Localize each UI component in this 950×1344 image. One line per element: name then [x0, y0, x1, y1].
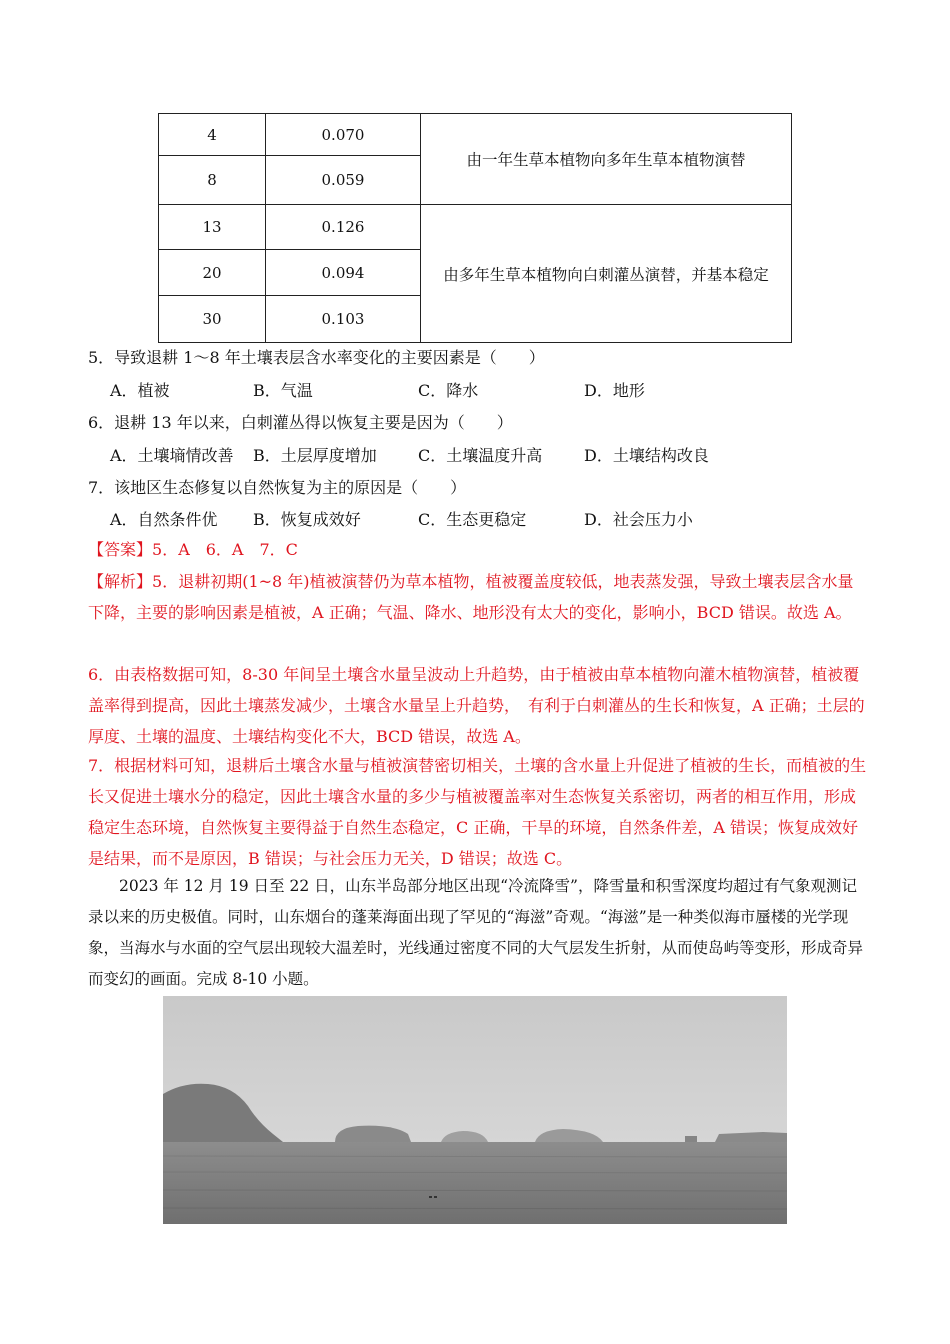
passage-text: 2023 年 12 月 19 日至 22 日，山东半岛部分地区出现“冷流降雪”，降雪量和积雪深度均超过有气象观测记录以来的历史极值。同时，山东烟台的蓬莱海面出现了罕见的“海滋”奇观。“海滋”是一种类似海市蜃楼的光学现象，当海水与水面的空气层出现较大温差时，光线通过密度不同的大气层发生折射，从而使岛屿等变形，形成奇异而变幻的画面。完成 8-10 小题。	[88, 877, 864, 988]
analysis-6: 6．由表格数据可知，8-30 年间呈土壤含水量呈波动上升趋势，由于植被由草本植物向灌木植物演替，植被覆盖率得到提高，因此土壤蒸发减少，土壤含水量呈上升趋势， 有利于白刺灌丛的生长和恢复，A 正确；土层的厚度、土壤的温度、土壤结构变化不大，BCD 错误，故选 A。	[88, 665, 865, 746]
option-b: B．土层厚度增加	[253, 446, 377, 465]
option-a: A．自然条件优	[110, 510, 218, 529]
table-row	[159, 205, 792, 250]
answer-text: 5．A 6．A 7．C	[152, 540, 298, 559]
value-cell: 0.126	[266, 205, 421, 250]
question-5-stem: 5．导致退耕 1～8 年土壤表层含水率变化的主要因素是（ ）	[88, 348, 545, 367]
question-6-stem: 6．退耕 13 年以来，白刺灌丛得以恢复主要是因为（ ）	[88, 413, 513, 432]
year-cell: 30	[159, 296, 266, 343]
value-cell: 0.070	[266, 114, 421, 156]
question-7-options	[110, 510, 810, 530]
analysis-5-text: 5．退耕初期(1~8 年)植被演替仍为草本植物，植被覆盖度较低，地表蒸发强，导致土壤表层含水量下降，主要的影响因素是植被，A 正确；气温、降水、地形没有太大的变化，影响小，BCD 错误。故选 A。	[88, 572, 854, 622]
option-b: B．气温	[253, 381, 313, 400]
sea-mirage-image	[163, 996, 787, 1224]
option-d: D．社会压力小	[584, 510, 693, 529]
answer-line	[88, 540, 298, 560]
year-cell: 4	[159, 114, 266, 156]
option-a: A．植被	[110, 381, 170, 400]
option-d: D．地形	[584, 381, 645, 400]
data-table	[158, 113, 792, 343]
value-cell: 0.059	[266, 156, 421, 205]
option-c: C．土壤温度升高	[418, 446, 543, 465]
option-b: B．恢复成效好	[253, 510, 361, 529]
value-cell: 0.094	[266, 250, 421, 296]
table-row	[159, 114, 792, 156]
sea-mirage-photo	[163, 996, 787, 1224]
year-cell: 20	[159, 250, 266, 296]
stage-cell: 由一年生草本植物向多年生草本植物演替	[421, 114, 792, 205]
option-a: A．土壤墒情改善	[110, 446, 234, 465]
year-cell: 8	[159, 156, 266, 205]
answer-label: 【答案】	[88, 540, 153, 559]
question-5-options	[110, 381, 810, 401]
year-cell: 13	[159, 205, 266, 250]
question-7-stem: 7．该地区生态修复以自然恢复为主的原因是（ ）	[88, 478, 467, 497]
analysis-5	[88, 566, 868, 628]
value-cell: 0.103	[266, 296, 421, 343]
analysis-7: 7．根据材料可知，退耕后土壤含水量与植被演替密切相关，土壤的含水量上升促进了植被的生长，而植被的生长又促进土壤水分的稳定，因此土壤含水量的多少与植被覆盖率对生态恢复关系密切，两者的相互作用，形成稳定生态环境，自然恢复主要得益于自然生态稳定，C 正确，干旱的环境，自然条件差，A 错误；恢复成效好是结果，而不是原因，B 错误；与社会压力无关，D 错误；故选 C。	[88, 756, 867, 868]
option-c: C．生态更稳定	[418, 510, 527, 529]
option-d: D．土壤结构改良	[584, 446, 709, 465]
question-6-options	[110, 446, 810, 466]
analysis-label: 【解析】	[88, 572, 153, 591]
stage-cell: 由多年生草本植物向白刺灌丛演替，并基本稳定	[421, 205, 792, 343]
option-c: C．降水	[418, 381, 479, 400]
